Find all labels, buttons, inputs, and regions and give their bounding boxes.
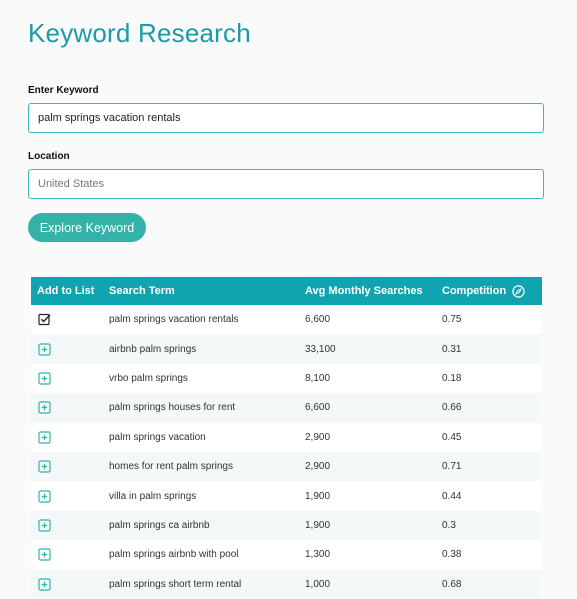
- add-to-list-cell: [31, 313, 109, 326]
- plus-box-icon[interactable]: [38, 401, 51, 414]
- competition-cell: 0.44: [442, 490, 462, 502]
- plus-box-icon[interactable]: [38, 343, 51, 356]
- competition-cell: 0.45: [442, 431, 462, 443]
- header-search-term[interactable]: Search Term: [109, 285, 175, 297]
- plus-box-icon[interactable]: [38, 431, 51, 444]
- table-row: [31, 305, 542, 334]
- plus-box-icon[interactable]: [38, 490, 51, 503]
- table-row: [31, 334, 542, 363]
- search-term-cell: palm springs short term rental: [109, 578, 242, 590]
- keyword-label: Enter Keyword: [28, 85, 99, 96]
- location-input[interactable]: [28, 169, 544, 199]
- add-to-list-cell: [31, 401, 109, 414]
- add-to-list-cell: [31, 519, 109, 532]
- add-to-list-cell: [31, 490, 109, 503]
- plus-box-icon[interactable]: [38, 519, 51, 532]
- competition-cell: 0.68: [442, 578, 462, 590]
- add-to-list-cell: [31, 431, 109, 444]
- table-header: [31, 277, 542, 305]
- plus-box-icon[interactable]: [38, 578, 51, 591]
- plus-box-icon[interactable]: [38, 548, 51, 561]
- avg-monthly-searches-cell: 1,300: [305, 549, 331, 561]
- avg-monthly-searches-cell: 2,900: [305, 461, 331, 473]
- search-term-cell: palm springs airbnb with pool: [109, 549, 239, 561]
- avg-monthly-searches-cell: 2,900: [305, 431, 331, 443]
- plus-box-icon[interactable]: [38, 372, 51, 385]
- search-term-cell: vrbo palm springs: [109, 372, 188, 384]
- competition-cell: 0.38: [442, 549, 462, 561]
- search-term-cell: palm springs vacation rentals: [109, 314, 239, 326]
- add-to-list-cell: [31, 548, 109, 561]
- location-label: Location: [28, 151, 70, 162]
- avg-monthly-searches-cell: 33,100: [305, 343, 336, 355]
- page-title: Keyword Research: [28, 18, 251, 48]
- search-term-cell: palm springs vacation: [109, 431, 206, 443]
- competition-cell: 0.66: [442, 402, 462, 414]
- table-row: [31, 452, 542, 481]
- avg-monthly-searches-cell: 1,900: [305, 490, 331, 502]
- add-to-list-cell: [31, 372, 109, 385]
- checked-box-icon[interactable]: [38, 313, 51, 326]
- header-competition[interactable]: [442, 285, 542, 298]
- avg-monthly-searches-cell: 6,600: [305, 314, 331, 326]
- compass-icon[interactable]: [512, 285, 525, 298]
- search-term-cell: airbnb palm springs: [109, 343, 197, 355]
- search-term-cell: palm springs ca airbnb: [109, 519, 210, 531]
- search-term-cell: homes for rent palm springs: [109, 461, 233, 473]
- plus-box-icon[interactable]: [38, 460, 51, 473]
- table-row: [31, 481, 542, 510]
- table-row: [31, 364, 542, 393]
- add-to-list-cell: [31, 460, 109, 473]
- keyword-table: [31, 277, 542, 599]
- add-to-list-cell: [31, 578, 109, 591]
- table-row: [31, 423, 542, 452]
- table-row: [31, 570, 542, 599]
- table-row: [31, 540, 542, 569]
- competition-cell: 0.18: [442, 372, 462, 384]
- header-competition-label: Competition: [442, 285, 507, 297]
- explore-keyword-button[interactable]: Explore Keyword: [28, 213, 146, 242]
- competition-cell: 0.3: [442, 519, 456, 531]
- add-to-list-cell: [31, 343, 109, 356]
- search-term-cell: villa in palm springs: [109, 490, 197, 502]
- avg-monthly-searches-cell: 1,000: [305, 578, 331, 590]
- avg-monthly-searches-cell: 6,600: [305, 402, 331, 414]
- header-avg-monthly-searches[interactable]: Avg Monthly Searches: [305, 285, 423, 297]
- search-term-cell: palm springs houses for rent: [109, 402, 236, 414]
- competition-cell: 0.71: [442, 461, 462, 473]
- keyword-input[interactable]: [28, 103, 544, 133]
- table-row: [31, 393, 542, 422]
- avg-monthly-searches-cell: 8,100: [305, 372, 331, 384]
- header-add-to-list[interactable]: Add to List: [37, 285, 95, 297]
- avg-monthly-searches-cell: 1,900: [305, 519, 331, 531]
- competition-cell: 0.75: [442, 314, 462, 326]
- table-body: [31, 305, 542, 599]
- table-row: [31, 511, 542, 540]
- competition-cell: 0.31: [442, 343, 462, 355]
